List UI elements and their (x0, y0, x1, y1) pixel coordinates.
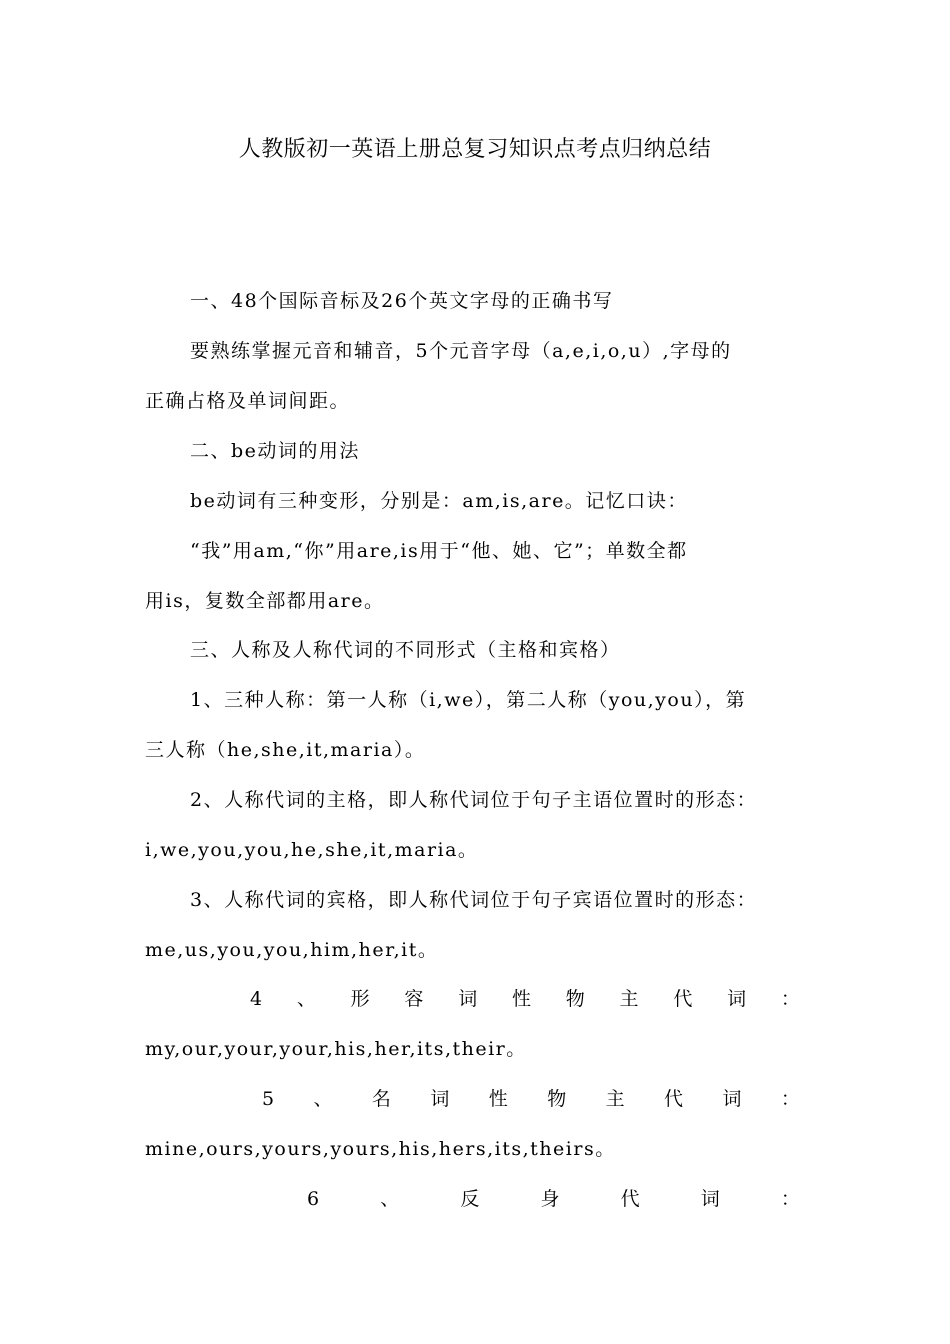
char: 4 (250, 988, 263, 1010)
char: ： (780, 988, 800, 1010)
paragraph-line: mine,ours,yours,yours,his,hers,its,theirs。 (145, 1138, 616, 1160)
section-heading-pronouns: 三、人称及人称代词的不同形式（主格和宾格） (190, 639, 621, 661)
paragraph-line: 用is，复数全部都用are。 (145, 590, 385, 612)
char: 、 (313, 1088, 333, 1110)
char: ： (780, 1088, 800, 1110)
paragraph-line: me,us,you,you,him,her,it。 (145, 939, 439, 961)
char: 物 (565, 988, 585, 1010)
char: 主 (619, 988, 639, 1010)
char: 名 (371, 1088, 391, 1110)
section-heading-phonetics: 一、48个国际音标及26个英文字母的正确书写 (190, 290, 614, 312)
char: 容 (404, 988, 424, 1010)
char: 代 (664, 1088, 684, 1110)
paragraph-line: 3、人称代词的宾格，即人称代词位于句子宾语位置时的形态： (190, 889, 758, 911)
char: 性 (488, 1088, 508, 1110)
char: 代 (620, 1188, 640, 1210)
document-title: 人教版初一英语上册总复习知识点考点归纳总结 (238, 137, 712, 162)
char: 词 (430, 1088, 450, 1110)
char: 、 (380, 1188, 400, 1210)
section-heading-be-verb: 二、be动词的用法 (190, 440, 360, 462)
item6-heading (307, 1185, 800, 1213)
char: 身 (540, 1188, 560, 1210)
paragraph-line: 三人称（he,she,it,maria）。 (145, 739, 426, 761)
paragraph-line: 要熟练掌握元音和辅音，5个元音字母（a,e,i,o,u）,字母的 (190, 340, 732, 362)
char: 主 (605, 1088, 625, 1110)
char: 物 (547, 1088, 567, 1110)
char: 词 (727, 988, 747, 1010)
char: ： (780, 1188, 800, 1210)
char: 词 (458, 988, 478, 1010)
char: 6 (307, 1188, 320, 1210)
paragraph-line: i,we,you,you,he,she,it,maria。 (145, 839, 479, 861)
paragraph-line: 正确占格及单词间距。 (145, 390, 351, 412)
char: 、 (296, 988, 316, 1010)
char: 代 (673, 988, 693, 1010)
paragraph-line: 1、三种人称：第一人称（i,we），第二人称（you,you），第 (190, 689, 747, 711)
item4-heading (250, 985, 800, 1013)
char: 形 (350, 988, 370, 1010)
item5-heading (262, 1085, 800, 1113)
paragraph-line: “我”用am,“你”用are,is用于“他、她、它”；单数全都 (190, 540, 688, 562)
char: 性 (511, 988, 531, 1010)
paragraph-line: 2、人称代词的主格，即人称代词位于句子主语位置时的形态： (190, 789, 758, 811)
char: 5 (262, 1088, 275, 1110)
char: 词 (700, 1188, 720, 1210)
char: 反 (460, 1188, 480, 1210)
char: 词 (722, 1088, 742, 1110)
paragraph-line: my,our,your,your,his,her,its,their。 (145, 1038, 527, 1060)
paragraph-line: be动词有三种变形，分别是：am,is,are。记忆口诀： (190, 490, 688, 512)
